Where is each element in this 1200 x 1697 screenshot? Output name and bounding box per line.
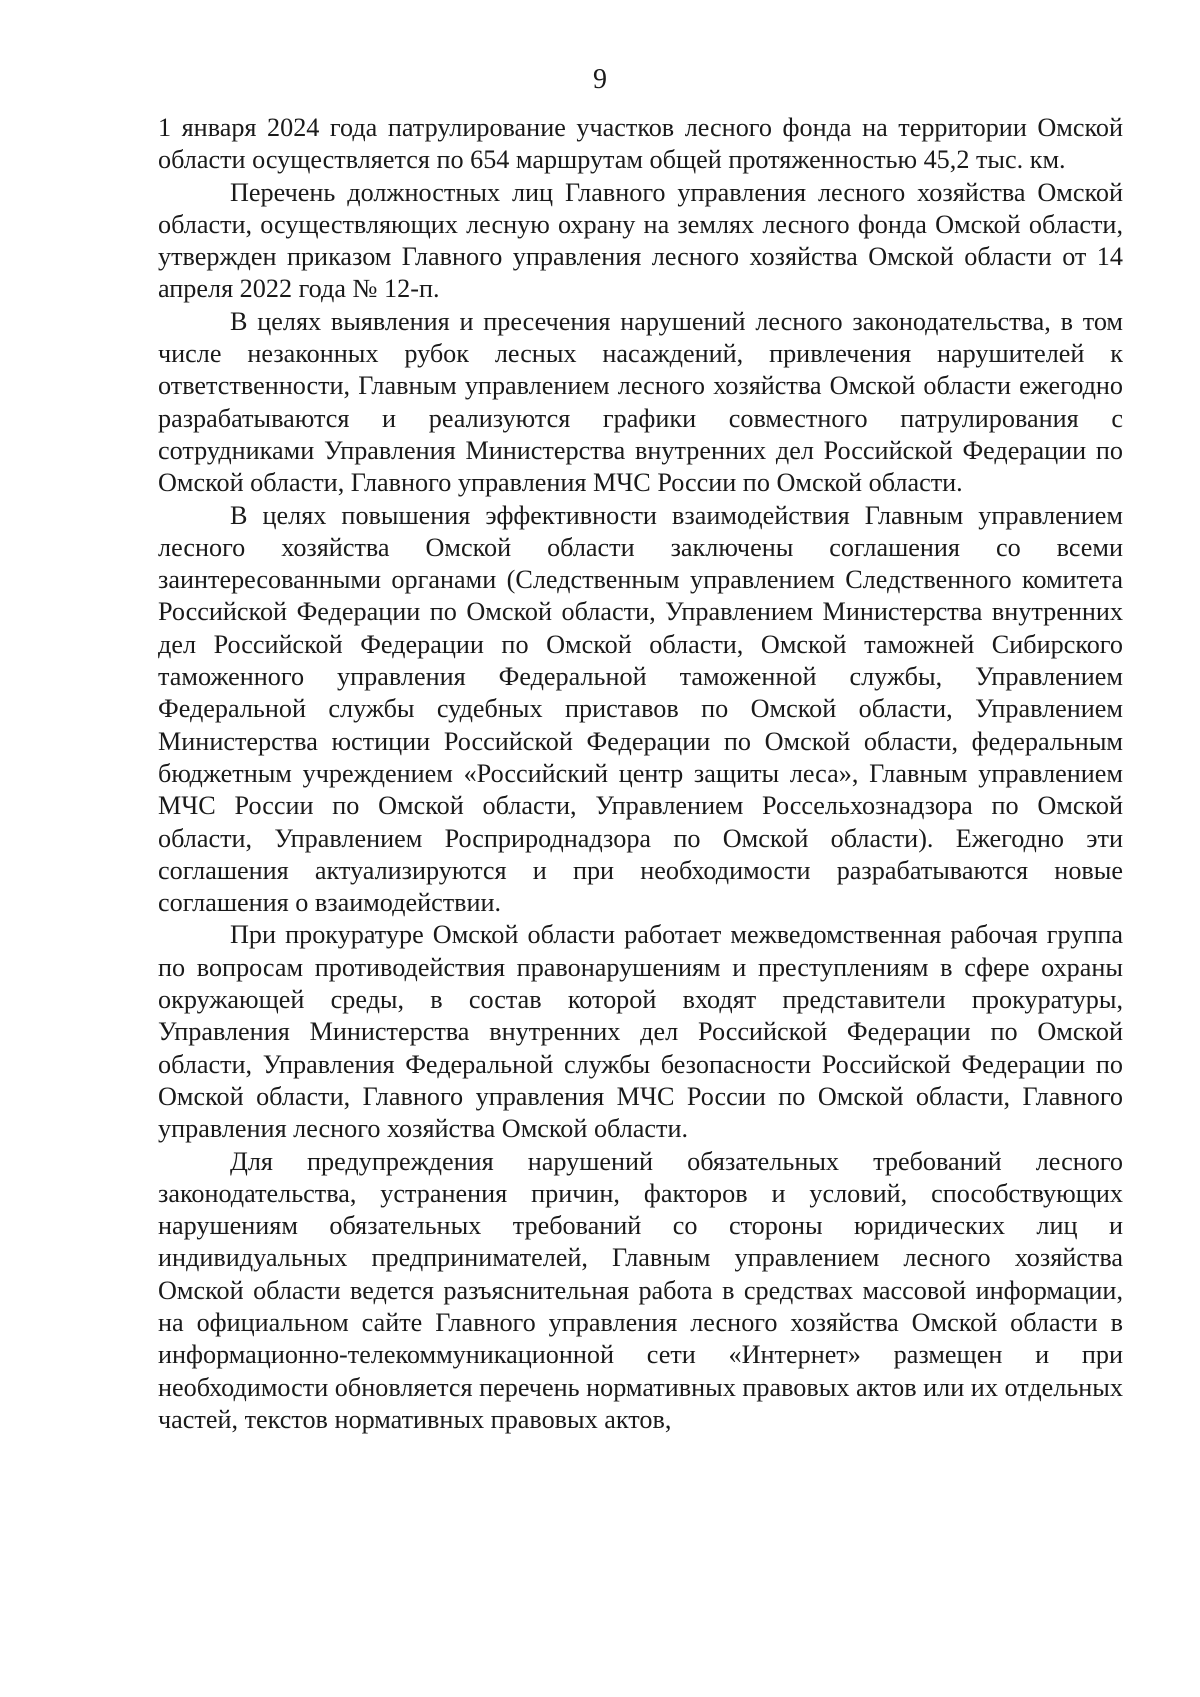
paragraph: В целях выявления и пресечения нарушений лесного законодательства, в том числе незаконных рубок лесных насаждений, привлечения нарушителей к ответственности, Главным управлением лесного хозяйства Омской области ежегодно разрабатываются и реализуются графики совместного патрулирования с сотрудниками Управления Министерства внутренних дел Российской Федерации по Омской области, Главного управления МЧС России по Омской области. <box>158 306 1123 498</box>
paragraph: В целях повышения эффективности взаимодействия Главным управлением лесного хозяйства Омской области заключены соглашения со всеми заинтересованными органами (Следственным управлением Следственного комитета Российской Федерации по Омской области, Управлением Министерства внутренних дел Российской Федерации по Омской области, Омской таможней Сибирского таможенного управления Федеральной таможенной службы, Управлением Федеральной службы судебных приставов по Омской области, Управлением Министерства юстиции Российской Федерации по Омской области, федеральным бюджетным учреждением «Российский центр защиты леса», Главным управлением МЧС России по Омской области, Управлением Россельхознадзора по Омской области, Управлением Росприроднадзора по Омской области). Ежегодно эти соглашения актуализируются и при необходимости разрабатываются новые соглашения о взаимодействии. <box>158 500 1123 918</box>
paragraph: Для предупреждения нарушений обязательных требований лесного законодательства, устранения причин, факторов и условий, способствующих нарушениям обязательных требований со стороны юридических лиц и индивидуальных предпринимателей, Главным управлением лесного хозяйства Омской области ведется разъяснительная работа в средствах массовой информации, на официальном сайте Главного управления лесного хозяйства Омской области в информационно-телекоммуникационной сети «Интернет» размещен и при необходимости обновляется перечень нормативных правовых актов или их отдельных частей, текстов нормативных правовых актов, <box>158 1146 1123 1434</box>
paragraph: При прокуратуре Омской области работает межведомственная рабочая группа по вопросам противодействия правонарушениям и преступлениям в сфере охраны окружающей среды, в состав которой входят представители прокуратуры, Управления Министерства внутренних дел Российской Федерации по Омской области, Управления Федеральной службы безопасности Российской Федерации по Омской области, Главного управления МЧС России по Омской области, Главного управления лесного хозяйства Омской области. <box>158 920 1123 1144</box>
document-body <box>158 112 1123 1436</box>
page-number: 9 <box>593 64 607 95</box>
paragraph: 1 января 2024 года патрулирование участков лесного фонда на территории Омской области осуществляется по 654 маршрутам общей протяженностью 45,2 тыс. км. <box>158 113 1123 175</box>
paragraph: Перечень должностных лиц Главного управления лесного хозяйства Омской области, осуществляющих лесную охрану на землях лесного фонда Омской области, утвержден приказом Главного управления лесного хозяйства Омской области от 14 апреля 2022 года № 12-п. <box>158 177 1123 304</box>
